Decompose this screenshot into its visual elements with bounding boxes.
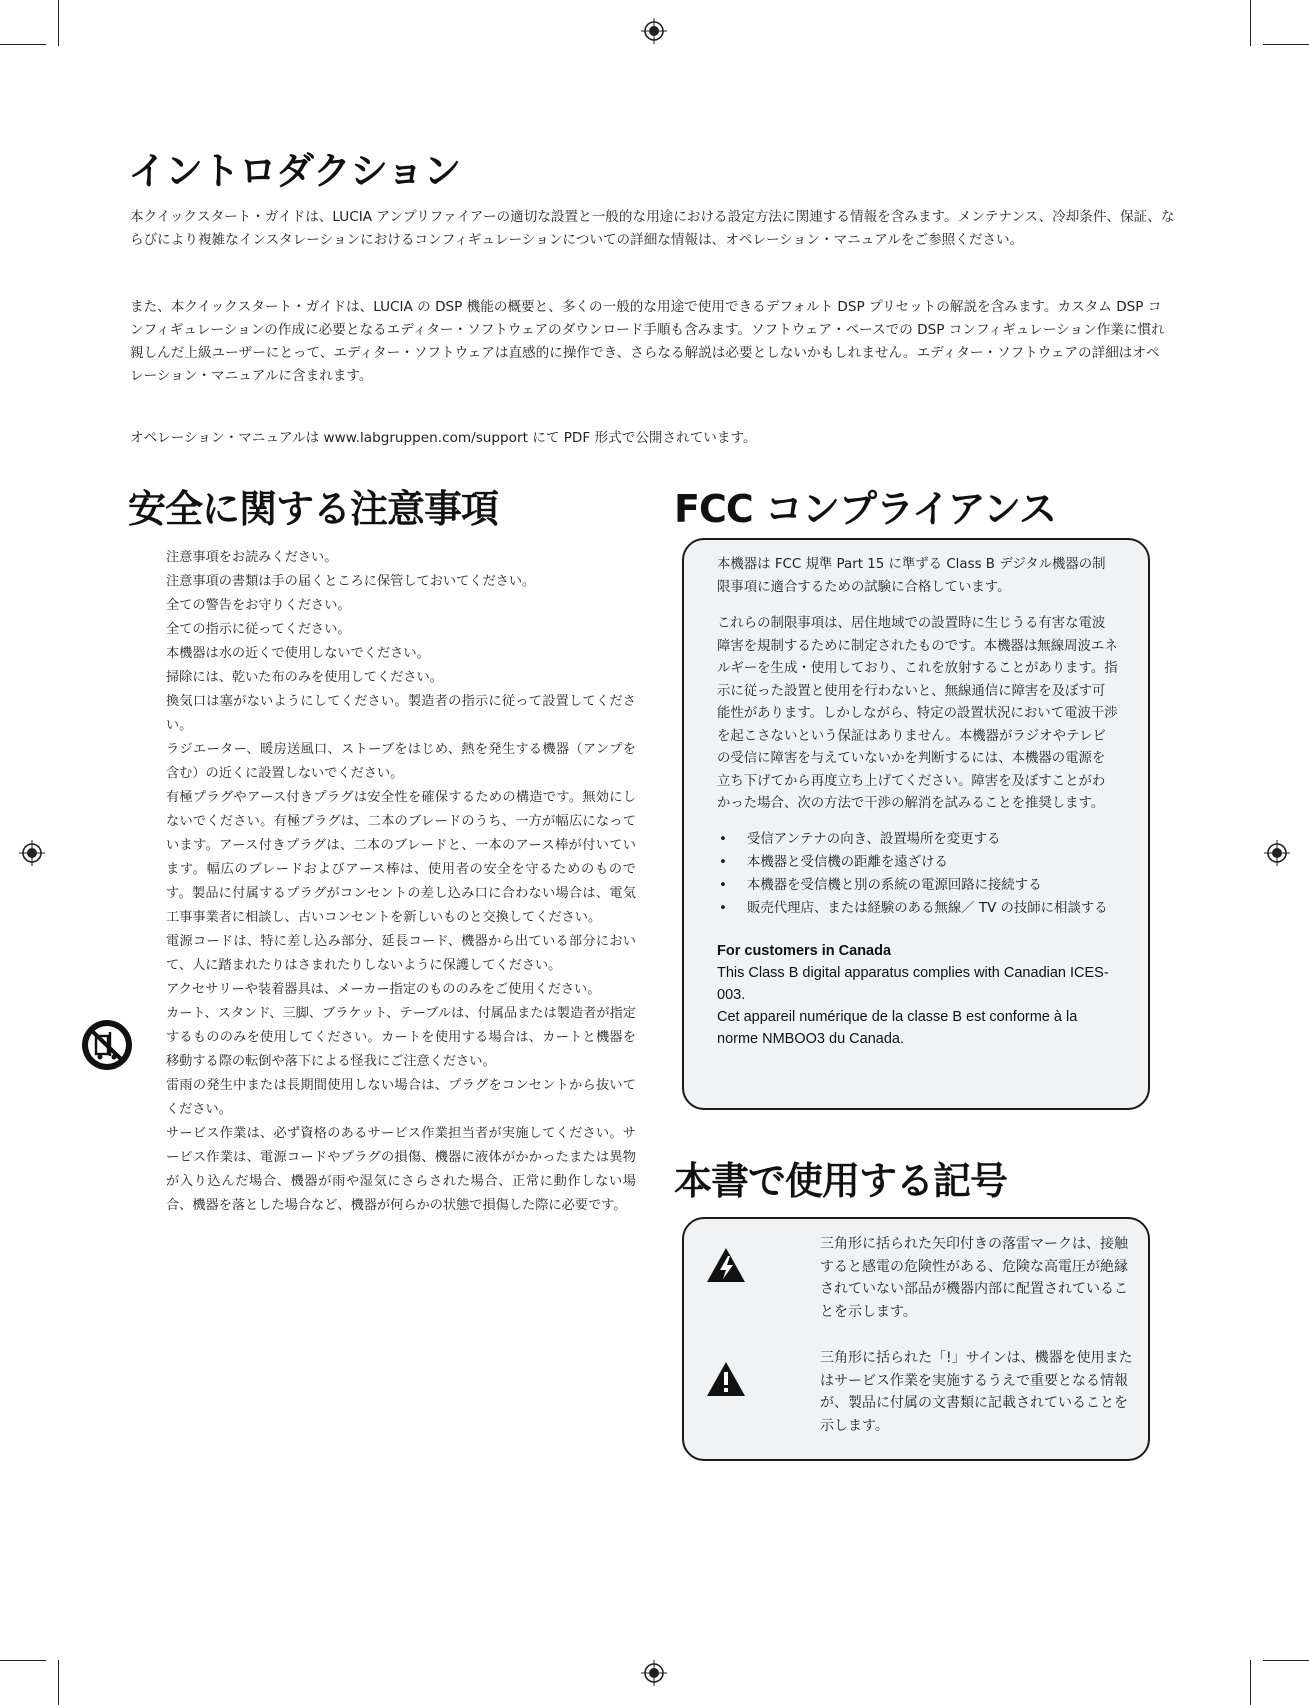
list-item: 電源コードは、特に差し込み部分、延長コード、機器から出ている部分において、人に踏まれたりはさまれたりしないように保護してください。 [166,934,636,973]
safety-title: 安全に関する注意事項 [128,487,499,531]
crop-mark [1263,44,1309,45]
list-item: • 受信アンテナの向き、設置場所を変更する [717,828,1118,851]
list-item: カート、スタンド、三脚、ブラケット、テーブルは、付属品または製造者が指定するもののみを使用してください。カートを使用する場合は、カートと機器を移動する際の転倒や落下による怪我にご注意ください。 [166,1006,636,1069]
crop-mark [0,1660,46,1661]
exclamation-symbol-row [684,1347,1148,1457]
intro-title: イントロダクション [128,149,461,193]
list-item: • 本機器を受信機と別の系統の電源回路に接続する [717,874,1118,897]
crop-mark [1263,1660,1309,1661]
crop-mark [0,44,46,45]
fcc-paragraph: これらの制限事項は、居住地域での設置時に生じうる有害な電波障害を規制するために制定されたものです。本機器は無線周波エネルギーを生成・使用しており、これを放射することがあります。指示に従った設置と使用を行わないと、無線通信に障害を及ぼす可能性があります。しかしながら、特定の設置状況において電波干渉を起こさないという保証はありません。本機器がラジオやテレビの受信に障害を与えていないかを判断するには、本機器の電源を立ち下げてから再度立ち上げてください。障害を及ぼすことがわかった場合、次の方法で干渉の解消を試みることを推奨します。 [717,616,1118,811]
fcc-paragraph: 本機器は FCC 規準 Part 15 に準ずる Class B デジタル機器の制限事項に適合するための試験に合格しています。 [717,557,1106,595]
canada-english: This Class B digital apparatus complies with Canadian ICES-003. [717,964,1109,1003]
intro-paragraph: また、本クイックスタート・ガイドは、LUCIA の DSP 機能の概要と、多くの一般的な用途で使用できるデフォルト DSP プリセットの解説を含みます。カスタム DSP コンフィギュレーションの作成に必要となるエディター・ソフトウェアのダウンロード手順も含みます。ソフトウェア・ベースでの DSP コンフィギュレーション作業に慣れ親しんだ上級ユーザーにとって、エディター・ソフトウェアは直感的に操作でき、さらなる解説は必要としないかもしれません。エディター・ソフトウェアの詳細はオペレーション・マニュアルに含まれます。 [130,299,1165,384]
crop-mark [58,1660,59,1705]
registration-mark-icon [19,840,45,866]
cart-warning-icon [80,1018,134,1072]
fcc-bullet-list [717,828,1118,920]
list-item: 注意事項の書類は手の届くところに保管しておいてください。 [166,574,536,589]
exclamation-description: 三角形に括られた「!」サインは、機器を使用またはサービス作業を実施するうえで重要となる情報が、製品に付属の文書類に記載されていることを示します。 [820,1350,1133,1434]
list-item: • 販売代理店、または経験のある無線／ TV の技師に相談する [717,897,1118,920]
lightning-symbol-row [684,1233,1148,1343]
safety-list [166,546,636,1218]
intro-paragraph: 本クイックスタート・ガイドは、LUCIA アンプリファイアーの適切な設置と一般的な用途における設定方法に関連する情報を含みます。メンテナンス、冷却条件、保証、ならびにより複雑なインスタレーションにおけるコンフィギュレーションについての詳細な情報は、オペレーション・マニュアルをご参照ください。 [130,209,1175,248]
list-item: サービス作業は、必ず資格のあるサービス作業担当者が実施してください。サービス作業は、電源コードやプラグの損傷、機器に液体がかかったまたは異物が入り込んだ場合、機器が雨や湿気にさらされた場合、正常に動作しない場合、機器を落とした場合など、機器が何らかの状態で損傷した際に必要です。 [166,1126,636,1213]
symbols-box [682,1217,1150,1461]
list-item: 全ての指示に従ってください。 [166,622,351,637]
list-item: 掃除には、乾いた布のみを使用してください。 [166,670,443,685]
canada-french: Cet appareil numérique de la classe B est conforme à la norme NMBOO3 du Canada. [717,1008,1078,1047]
fcc-title: FCC コンプライアンス [674,487,1057,531]
crop-mark [1250,0,1251,46]
crop-mark [58,0,59,46]
crop-mark [1250,1660,1251,1705]
list-item: 本機器は水の近くで使用しないでください。 [166,646,430,661]
list-item: 注意事項をお読みください。 [166,550,338,565]
list-item: 換気口は塞がないようにしてください。製造者の指示に従って設置してください。 [166,694,636,733]
list-item: ラジエーター、暖房送風口、ストーブをはじめ、熱を発生する機器（アンプを含む）の近くに設置しないでください。 [166,742,636,781]
list-item: 雷雨の発生中または長期間使用しない場合は、プラグをコンセントから抜いてください。 [166,1078,636,1117]
canada-heading: For customers in Canada [717,942,892,959]
fcc-box [682,538,1150,1110]
exclamation-warning-icon [706,1361,746,1397]
list-item: 有極プラグやアース付きプラグは安全性を確保するための構造です。無効にしないでください。有極プラグは、二本のブレードのうち、一方が幅広になっています。アース付きプラグは、二本のブレードと、一本のアース棒が付いています。幅広のブレードおよびアース棒は、使用者の安全を守るためのものです。製品に付属するプラグがコンセントの差し込み口に合わない場合は、電気工事事業者に相談し、古いコンセントを新しいものと交換してください。 [166,790,636,925]
intro-paragraph: オペレーション・マニュアルは www.labgruppen.com/support にて PDF 形式で公開されています。 [130,430,757,446]
registration-mark-icon [641,1660,667,1686]
symbols-title: 本書で使用する記号 [674,1159,1008,1203]
registration-mark-icon [1264,840,1290,866]
lightning-description: 三角形に括られた矢印付きの落雷マークは、接触すると感電の危険性がある、危険な高電圧が絶縁されていない部品が機器内部に配置されていることを示します。 [820,1236,1128,1320]
registration-mark-icon [641,18,667,44]
list-item: • 本機器と受信機の距離を遠ざける [717,851,1118,874]
list-item: アクセサリーや装着器具は、メーカー指定のもののみをご使用ください。 [166,982,601,997]
list-item: 全ての警告をお守りください。 [166,598,351,613]
lightning-warning-icon [706,1247,746,1283]
